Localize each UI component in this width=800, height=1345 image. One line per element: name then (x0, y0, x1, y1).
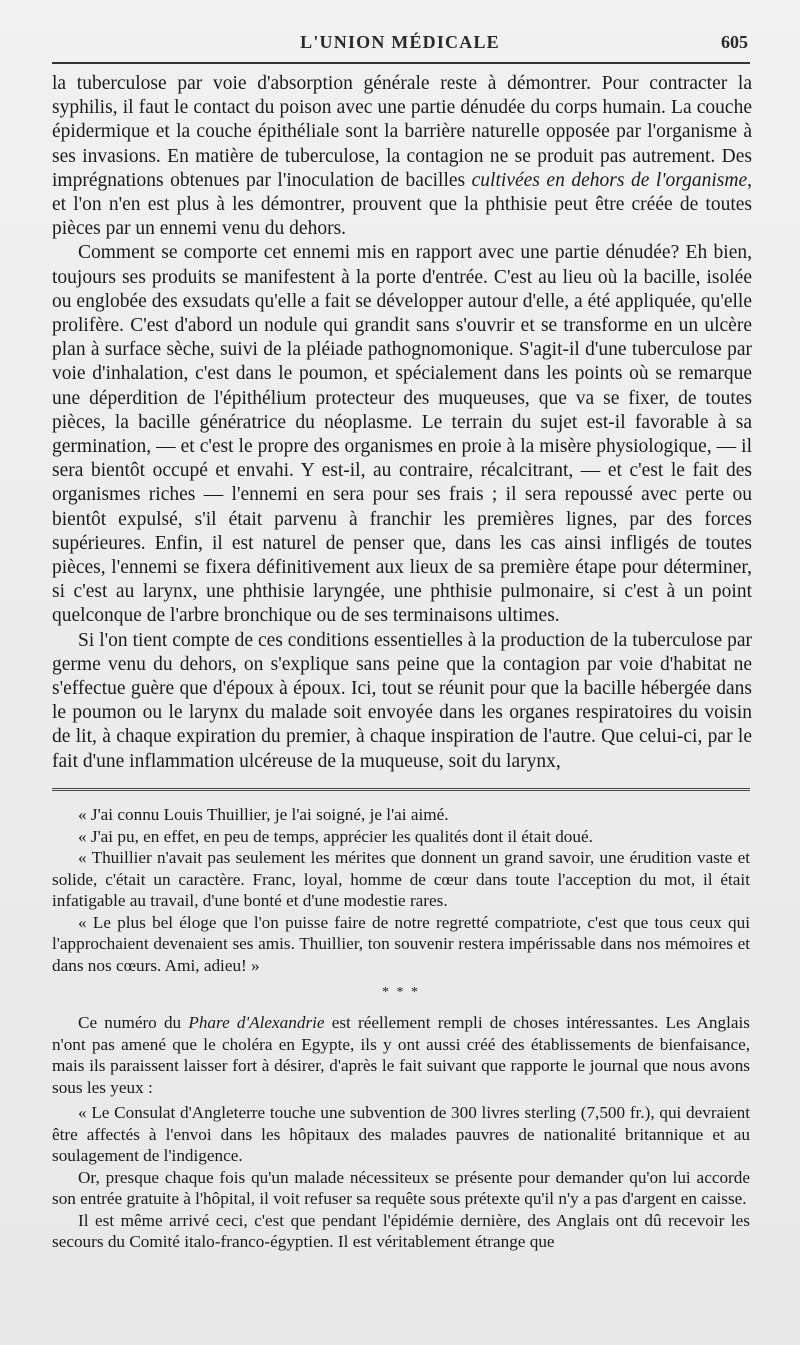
quote-paragraph-1: « J'ai connu Louis Thuillier, je l'ai soigné, je l'ai aimé. (78, 805, 449, 824)
running-header (52, 32, 748, 56)
paragraph-1-italic: cultivées en dehors de l'organisme (471, 169, 748, 191)
paragraph-1-tail: , et l'on n'en est plus à les démontrer, prouvent que la phthisie peut être créée de toutes pièces par un ennemi venu du dehors. (52, 169, 752, 240)
after-paragraph-4: Il est même arrivé ceci, c'est que pendant l'épidémie dernière, des Anglais ont dû recevoir les secours du Comité italo-franco-égyptien. Il est véritablement étrange que (52, 1210, 750, 1251)
page-number: 605 (721, 32, 748, 52)
after-paragraph-1-post: est réellement rempli de choses intéressantes. Les Anglais n'ont pas amené que le choléra en Egypte, ils y ont aussi créé des établissements de bienfaisance, mais ils paraissent laisser fort à désirer, d'après le fait suivant que rapporte le journal que nous avons sous les yeux : (52, 1013, 750, 1097)
paragraph-1-text: la tuberculose par voie d'absorption générale reste à démontrer. Pour contracter la syphilis, il faut le contact du poison avec une partie dénudée du corps humain. La couche épidermique et la couche épithéliale sont la barrière naturelle opposée par l'organisme à ses invasions. En matière de tuberculose, la contagion ne se produit pas autrement. Des imprégnations obtenues par l'inoculation de bacilles (52, 73, 752, 191)
quote-paragraph-4: « Le plus bel éloge que l'on puisse faire de notre regretté compatriote, c'est que tous ceux qui l'approchaient devenaient ses amis. Thuillier, ton souvenir restera impérissable dans nos mémoires et dans nos cœurs. Ami, adieu! » (52, 912, 750, 975)
paragraph-2: Comment se comporte cet ennemi mis en rapport avec une partie dénudée? Eh bien, toujours ses produits se manifestent à la porte d'entrée. C'est au lieu où la bacille, isolée ou englobée des exsudats qu'elle a fait se développer autour d'elle, a été appliquée, qu'elle prolifère. C'est d'abord un nodule qui grandit sans s'ouvrir et se transforme en un ulcère plan à surface sèche, suivi de la pléiade pathognomonique. S'agit-il d'une tuberculose par voie d'inhalation, c'est dans le poumon, et spécialement dans les points où se remarque une déperdition de l'épithélium protecteur des muqueuses, que va se fixer, de toutes pièces, la bacille génératrice du néoplasme. Le terrain du sujet est-il favorable à sa germination, — et c'est le propre des organismes en proie à la misère physiologique, — il sera bientôt occupé et envahi. Y est-il, au contraire, récalcitrant, — et c'est le fait des organismes riches — l'ennemi en sera pour ses frais ; il sera repoussé avec perte ou bientôt expulsé, s'il était parvenu à franchir les premières lignes, par des forces supérieures. Enfin, il est naturel de penser que, dans les cas ainsi infligés de toutes pièces, l'ennemi se fixera définitivement aux lieux de sa première étape pour déterminer, si c'est au larynx, une phthisie laryngée, une phthisie pulmonaire, si c'est à un point quelconque de l'arbre bronchique ou de ses terminaisons ultimes. (52, 242, 752, 627)
quote-paragraph-3: « Thuillier n'avait pas seulement les mérites que donnent un grand savoir, une érudition vaste et solide, c'était un caractère. Franc, loyal, homme de cœur dans toute l'acception du mot, il était infatigable au travail, d'une bonté et d'une modestie rares. (52, 848, 750, 910)
running-title: L'UNION MÉDICALE (300, 32, 500, 52)
paragraph-1 (52, 72, 752, 241)
after-paragraph-2: « Le Consulat d'Angleterre touche une subvention de 300 livres sterling (7,500 fr.), qui devraient être affectés à l'envoi dans les hôpitaux des malades pauvres de nationalité britannique et au soulagement de l'indigence. (52, 1103, 750, 1165)
asterism-separator: * * * (382, 985, 420, 1000)
after-paragraph-1-pre: Ce numéro du (78, 1013, 189, 1032)
paragraph-3: Si l'on tient compte de ces conditions essentielles à la production de la tuberculose par germe venu du dehors, on s'explique sans peine que la contagion par voie d'habitat ne s'effectue guère que d'époux à époux. Ici, tout se réunit pour que la bacille hébergée dans le poumon ou le larynx du malade soit envoyée dans les organes respiratoires du voisin de lit, à chaque expiration du premier, à chaque inspiration de l'autre. Que celui-ci, par le fait d'une inflammation ulcéreuse de la muqueuse, soit du larynx, (52, 629, 752, 772)
after-paragraph-3: Or, presque chaque fois qu'un malade nécessiteux se présente pour demander qu'on lui accorde son entrée gratuite à l'hôpital, il voit refuser sa requête sous prétexte qu'il n'y a pas d'argent en caisse. (52, 1167, 750, 1208)
after-paragraph-1 (52, 1012, 750, 1098)
section-rule (52, 788, 750, 791)
after-paragraph-1-italic: Phare d'Alexandrie (188, 1013, 325, 1032)
header-rule (52, 62, 750, 64)
main-text (52, 72, 752, 774)
quote-paragraph-2: « J'ai pu, en effet, en peu de temps, apprécier les qualités dont il était doué. (78, 826, 593, 846)
lower-section (52, 804, 750, 1253)
